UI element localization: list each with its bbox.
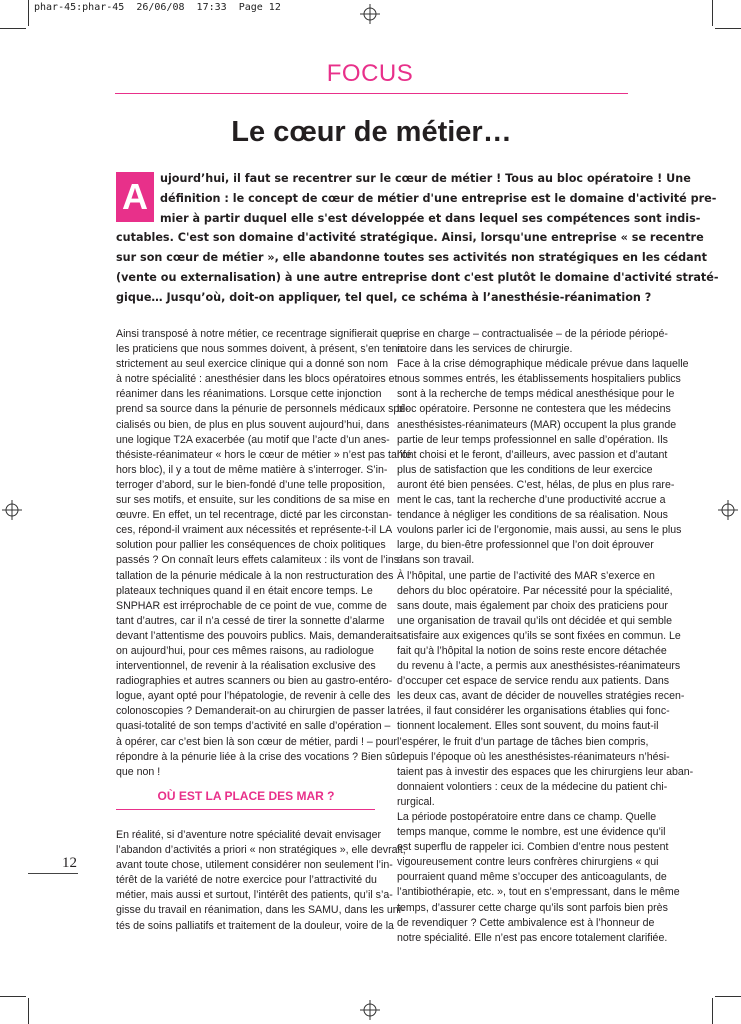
body-text-line: depuis l’époque où les anesthésistes-réanimateurs n’hési-: [397, 750, 670, 763]
body-text-line: voulons parler ici de l’ergonomie, mais aussi, au sens le plus: [397, 524, 682, 537]
body-column-left-continued: [116, 828, 406, 934]
body-column-left: [116, 327, 412, 780]
registration-mark-icon: [718, 500, 738, 520]
crop-mark: [28, 998, 29, 1024]
body-column-right: [397, 327, 694, 946]
print-slug: phar-45:phar-45 26/06/08 17:33 Page 12: [34, 2, 281, 13]
body-text-line: strictement au seul exercice clinique qui a donné son nom: [116, 358, 389, 371]
body-text-line: trées, il faut considérer les organisations établies qui fonc-: [397, 705, 670, 718]
body-text-line: solution pour pallier les conséquences de choix politiques: [116, 539, 386, 552]
body-text-line: colonoscopies ? Demanderait-on au chirurgien de passer la: [116, 705, 396, 718]
body-text-line: l’ont choisi et le feront, d’ailleurs, avec passion et d’autant: [397, 448, 668, 461]
page-title: Le cœur de métier…: [231, 116, 512, 148]
drop-cap: A: [116, 172, 154, 222]
body-text-line: térêt de la variété de notre exercice pour l’attractivité du: [116, 874, 377, 887]
body-text-line: tant d’autres, car il n’a cessé de tirer la sonnette d’alarme: [116, 614, 385, 627]
body-text-line: on aujourd’hui, pour ces mêmes raisons, au radiologue: [116, 644, 374, 657]
body-text-line: partie de leur temps professionnel en salle d’opération. Ils: [397, 433, 668, 446]
body-text-line: plus de satisfaction que les conditions de leur exercice: [397, 463, 653, 476]
section-subheading: OÙ EST LA PLACE DES MAR ?: [157, 789, 335, 803]
page-number: 12: [62, 855, 77, 871]
crop-mark: [0, 996, 26, 997]
body-text-line: plateaux techniques quand il en était encore temps. Le: [116, 584, 373, 597]
body-text-line: notre spécialité. Elle n’est pas encore totalement clarifiée.: [397, 931, 668, 944]
body-text-line: taient pas à investir des espaces que les chirurgiens leur aban-: [397, 765, 694, 778]
body-text-line: métier, mais aussi et surtout, l’intérêt des patients, qu’il s’a-: [116, 889, 393, 902]
body-text-line: nous sommes entrés, les établissements hospitaliers publics: [397, 373, 681, 386]
body-text-line: large, du bien-être professionnel que l’on doit éprouver: [397, 539, 654, 552]
body-text-line: est superflu de rappeler ici. Combien d’entre nous pestent: [397, 841, 669, 854]
body-text-line: anesthésistes-réanimateurs (MAR) occupent la plus grande: [397, 418, 677, 431]
body-text-line: passés ? On connaît leurs effets calamiteux : ils vont de l’ins-: [116, 554, 403, 567]
crop-mark: [28, 0, 29, 26]
page-number-rule: [28, 873, 78, 874]
lead-line: (vente ou externalisation) à une autre entreprise dont c'est plutôt le domaine d'activité straté-: [116, 270, 719, 284]
lead-paragraph: [116, 169, 719, 308]
body-text-line: radiographies et autres scanners ou bien au gastro-entéro-: [116, 675, 393, 688]
lead-line: cutables. C'est son domaine d'activité stratégique. Ainsi, lorsqu'une entreprise « se recentre: [116, 231, 704, 245]
body-text-line: satisfaire aux exigences qu’ils se sont fixées en commun. Le: [397, 629, 681, 642]
body-text-line: À l’hôpital, une partie de l’activité des MAR s’exerce en: [397, 569, 655, 582]
body-text-line: ment le cas, tant la recherche d’une productivité accrue a: [397, 494, 666, 507]
body-text-line: temps manque, comme le nombre, est une évidence qu’il: [397, 826, 666, 839]
body-text-line: ces, répond-il vraiment aux nécessités et représente-t-il LA: [116, 524, 393, 537]
body-text-line: œuvre. En effet, un tel recentrage, dicté par les circonstan-: [116, 509, 392, 522]
body-text-line: vigoureusement contre leurs confrères chirurgiens « qui: [397, 856, 659, 869]
body-text-line: d’occuper cet espace de service rendu aux patients. Dans: [397, 675, 670, 688]
body-text-line: sont à la recherche de temps médical anesthésique pour le: [397, 388, 675, 401]
body-text-line: ratoire dans les services de chirurgie.: [397, 343, 573, 356]
body-text-line: cialisés ou bien, de plus en plus souvent aujourd’hui, dans: [116, 418, 390, 431]
registration-mark-icon: [2, 500, 22, 520]
body-text-line: tionnent localement. Elles sont souvent, du moins faut-il: [397, 720, 659, 733]
body-text-line: interventionnel, de revenir à la réalisation exclusive des: [116, 660, 376, 673]
body-text-line: une organisation de travail qu’ils ont décidée et qui semble: [397, 614, 673, 627]
body-text-line: Face à la crise démographique médicale prévue dans laquelle: [397, 358, 689, 371]
body-text-line: logue, ayant opté pour l’hépatologie, de revenir à celle des: [116, 690, 391, 703]
lead-line: définition : le concept de cœur de métier d'une entreprise est le domaine d'activité pre-: [160, 191, 717, 205]
crop-mark: [712, 0, 713, 26]
lead-line: gique… Jusqu’où, doit-on appliquer, tel quel, ce schéma à l’anesthésie-réanimation ?: [116, 290, 652, 304]
body-text-line: prend sa source dans la pénurie de personnels médicaux spé-: [116, 403, 409, 416]
registration-mark-icon: [360, 4, 380, 24]
crop-mark: [712, 998, 713, 1024]
body-text-line: avant toute chose, utilement considérer non seulement l’in-: [116, 859, 393, 872]
section-divider: [115, 93, 628, 94]
body-text-line: à opérer, car c’est bien là son cœur de métier, pardi ! – pour: [116, 735, 397, 748]
body-text-line: thésiste-réanimateur « hors le cœur de métier » n’est pas tarifé: [116, 448, 412, 461]
registration-mark-icon: [360, 1000, 380, 1020]
body-text-line: les deux cas, avant de décider de nouvelles stratégies recen-: [397, 690, 685, 703]
section-label: FOCUS: [326, 60, 414, 87]
body-text-line: temps, d’assurer cette charge qu’ils sont parfois bien près: [397, 901, 668, 914]
body-text-line: l’antibiothérapie, etc. », tout en s’empressant, dans le même: [397, 886, 680, 899]
crop-mark: [0, 28, 26, 29]
body-text-line: que non !: [116, 765, 161, 778]
lead-line: ujourd’hui, il faut se recentrer sur le cœur de métier ! Tous au bloc opératoire ! Une: [160, 172, 691, 185]
body-text-line: tendance à négliger les conditions de sa réalisation. Nous: [397, 509, 668, 522]
body-text-line: de revendiquer ? Cette ambivalence est à l’honneur de: [397, 916, 655, 929]
body-text-line: dans son travail.: [397, 554, 475, 567]
body-text-line: tallation de la pénurie médicale à la non restructuration des: [116, 569, 394, 582]
body-text-line: rurgical.: [397, 795, 435, 808]
subheading-divider: [116, 809, 375, 810]
body-text-line: sur ses motifs, et ensuite, sur les conditions de sa mise en: [116, 494, 390, 507]
body-text-line: SNPHAR est irréprochable de ce point de vue, comme de: [116, 599, 387, 612]
body-text-line: devant l’attentisme des pouvoirs publics. Mais, demanderait-: [116, 629, 400, 642]
body-text-line: pourraient quand même s’occuper des anticoagulants, de: [397, 871, 667, 884]
crop-mark: [715, 996, 741, 997]
body-text-line: une logique T2A exacerbée (au motif que l’acte d’un anes-: [116, 433, 390, 446]
body-text-line: du revenu à l’acte, a permis aux anesthésistes-réanimateurs: [397, 660, 681, 673]
body-text-line: auront été bien pensées. C’est, hélas, de plus en plus rare-: [397, 478, 675, 491]
body-text-line: hors bloc), il y a tout de même matière à s’interroger. S’in-: [116, 463, 388, 476]
body-text-line: bloc opératoire. Personne ne contestera que les médecins: [397, 403, 671, 416]
body-text-line: l’abandon d’activités a priori « non stratégiques », elle devrait,: [116, 844, 406, 857]
body-text-line: les praticiens que nous sommes doivent, à présent, s’en tenir: [116, 343, 404, 356]
body-text-line: En réalité, si d’aventure notre spécialité devait envisager: [116, 829, 381, 841]
body-text-line: tés de soins palliatifs et traitement de la douleur, voire de la: [116, 919, 394, 932]
body-text-line: à notre spécialité : anesthésier dans les blocs opératoires et: [116, 373, 398, 386]
body-text-line: gisse du travail en réanimation, dans les SAMU, dans les uni-: [116, 904, 405, 917]
body-text-line: fait qu’à l’hôpital la notion de soins reste encore détachée: [397, 644, 667, 657]
body-text-line: terroger d’abord, sur le bien-fondé d’une telle proposition,: [116, 478, 386, 491]
body-text-line: dehors du bloc opératoire. Par nécessité pour la spécialité,: [397, 584, 673, 597]
body-text-line: répondre à la pénurie liée à la crise des vocations ? Bien sûr: [116, 750, 400, 763]
body-text-line: prise en charge – contractualisée – de la période périopé-: [397, 328, 668, 340]
body-text-line: réanimer dans les réanimations. Lorsque cette injonction: [116, 388, 382, 401]
lead-line: mier à partir duquel elle s'est développée et dans lequel ses compétences sont indis-: [160, 211, 701, 225]
body-text-line: La période postopératoire entre dans ce champ. Quelle: [397, 811, 657, 823]
lead-line: sur son cœur de métier », elle abandonne toutes ses activités non stratégiques en les cédant: [116, 251, 707, 265]
body-text-line: quasi-totalité de son temps d’activité en salle d’opération –: [116, 720, 391, 733]
body-text-line: l’espérer, le fruit d’un partage de tâches bien compris,: [397, 735, 649, 748]
body-text-line: sans doute, mais également par choix des praticiens pour: [397, 599, 668, 612]
body-text-line: Ainsi transposé à notre métier, ce recentrage signifierait que: [116, 328, 399, 340]
body-text-line: donnaient volontiers : ceux de la médecine du patient chi-: [397, 780, 668, 793]
crop-mark: [715, 28, 741, 29]
